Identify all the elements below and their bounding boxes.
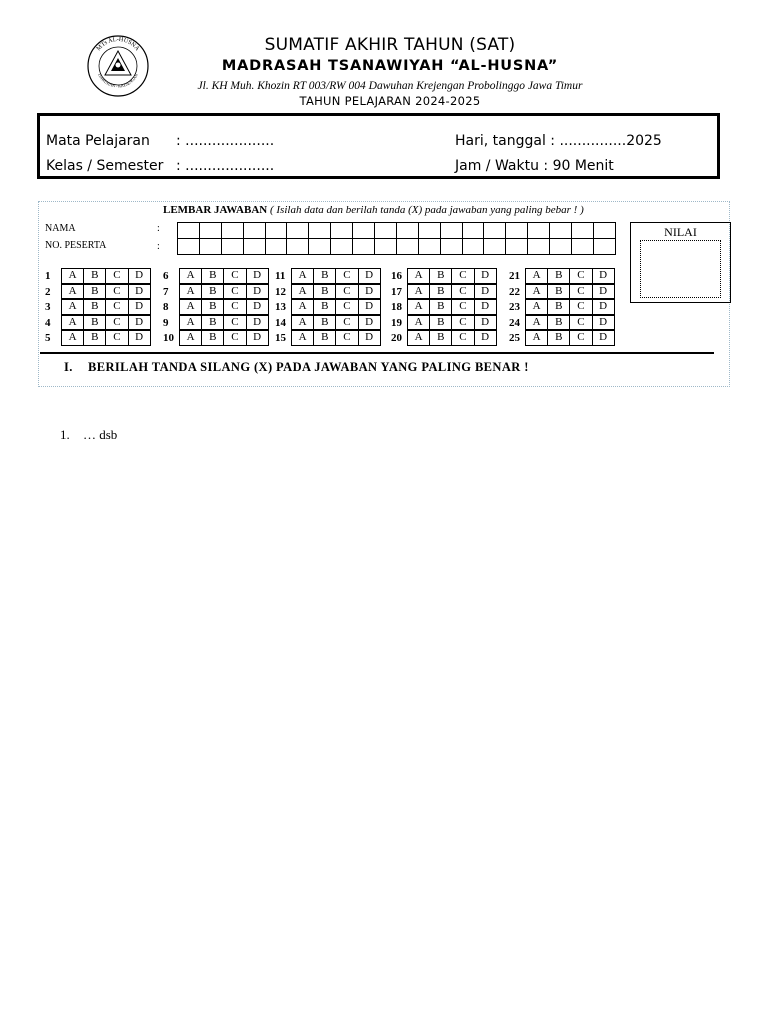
character-cell[interactable] (331, 238, 353, 255)
answer-option-4-a[interactable]: A (61, 315, 84, 331)
answer-number-15: 15 (275, 332, 286, 344)
answer-option-12-d[interactable]: D (358, 284, 381, 300)
character-cell[interactable] (550, 238, 572, 255)
character-cell[interactable] (397, 222, 419, 239)
answer-option-22-b[interactable]: B (547, 284, 570, 300)
answer-option-13-a[interactable]: A (291, 299, 314, 315)
answer-option-17-b[interactable]: B (429, 284, 452, 300)
character-cell[interactable] (222, 238, 244, 255)
participant-number-label: NO. PESERTA (45, 240, 107, 251)
answer-option-17-c[interactable]: C (451, 284, 474, 300)
character-cell[interactable] (528, 222, 550, 239)
character-cell[interactable] (375, 238, 397, 255)
answer-option-9-c[interactable]: C (223, 315, 246, 331)
answer-option-24-b[interactable]: B (547, 315, 570, 331)
section-number: I. (64, 360, 73, 374)
answer-option-7-d[interactable]: D (246, 284, 269, 300)
answer-options-9 (179, 316, 269, 332)
character-cell[interactable] (244, 238, 266, 255)
character-cell[interactable] (266, 238, 288, 255)
school-address: Jl. KH Muh. Khozin RT 003/RW 004 Dawuhan Krejengan Probolinggo Jawa Timur (197, 80, 583, 92)
answer-option-9-a[interactable]: A (179, 315, 202, 331)
answer-option-19-c[interactable]: C (451, 315, 474, 331)
answer-options-24 (525, 316, 615, 332)
character-cell[interactable] (397, 238, 419, 255)
character-cell[interactable] (463, 238, 485, 255)
name-colon: : (157, 223, 160, 234)
answer-number-17: 17 (391, 285, 402, 298)
answer-option-11-a[interactable]: A (291, 268, 314, 284)
answer-option-25-b[interactable]: B (547, 330, 570, 346)
answer-option-10-b[interactable]: B (201, 330, 224, 346)
answer-option-13-d[interactable]: D (358, 299, 381, 315)
character-cell[interactable] (506, 238, 528, 255)
answer-option-22-c[interactable]: C (569, 284, 592, 300)
answer-option-23-d[interactable]: D (592, 299, 615, 315)
answer-option-3-c[interactable]: C (105, 299, 128, 315)
character-cell[interactable] (550, 222, 572, 239)
answer-number-2: 2 (45, 285, 51, 298)
answer-number-6: 6 (163, 270, 169, 282)
answer-option-15-c[interactable]: C (335, 330, 358, 346)
answer-option-22-d[interactable]: D (592, 284, 615, 300)
answer-option-25-c[interactable]: C (569, 330, 592, 346)
answer-option-4-d[interactable]: D (128, 315, 151, 331)
answer-option-14-c[interactable]: C (335, 315, 358, 331)
section-instruction-text: BERILAH TANDA SILANG (X) PADA JAWABAN YANG PALING BENAR ! (88, 360, 529, 374)
answer-option-18-a[interactable]: A (407, 299, 430, 315)
character-cell[interactable] (572, 222, 594, 239)
character-cell[interactable] (353, 222, 375, 239)
answer-option-6-b[interactable]: B (201, 268, 224, 284)
character-cell[interactable] (441, 238, 463, 255)
answer-option-12-c[interactable]: C (335, 284, 358, 300)
answer-option-24-d[interactable]: D (592, 315, 615, 331)
answer-options-22 (525, 285, 615, 301)
answer-option-25-a[interactable]: A (525, 330, 548, 346)
answer-option-7-a[interactable]: A (179, 284, 202, 300)
answer-option-18-b[interactable]: B (429, 299, 452, 315)
character-cell[interactable] (331, 222, 353, 239)
character-cell[interactable] (200, 222, 222, 239)
exam-title: SUMATIF AKHIR TAHUN (SAT) (264, 35, 516, 55)
answer-option-16-c[interactable]: C (451, 268, 474, 284)
class-semester-label: Kelas / Semester (46, 158, 164, 174)
answer-number-13: 13 (275, 301, 286, 313)
answer-number-10: 10 (163, 332, 174, 344)
answer-options-19 (407, 316, 497, 332)
answer-options-15 (291, 331, 381, 347)
answer-option-12-b[interactable]: B (313, 284, 336, 300)
answer-option-1-d[interactable]: D (128, 268, 151, 284)
answer-options-6 (179, 269, 269, 285)
answer-option-2-b[interactable]: B (83, 284, 106, 300)
answer-option-6-d[interactable]: D (246, 268, 269, 284)
character-cell[interactable] (375, 222, 397, 239)
answer-number-25: 25 (509, 332, 520, 344)
answer-number-20: 20 (391, 332, 402, 344)
answer-option-23-a[interactable]: A (525, 299, 548, 315)
answer-option-19-b[interactable]: B (429, 315, 452, 331)
time-duration: Jam / Waktu : 90 Menit (455, 158, 614, 174)
answer-number-19: 19 (391, 316, 402, 329)
answer-option-21-b[interactable]: B (547, 268, 570, 284)
answer-option-20-a[interactable]: A (407, 330, 430, 346)
character-cell[interactable] (594, 238, 616, 255)
answer-option-7-b[interactable]: B (201, 284, 224, 300)
answer-option-15-a[interactable]: A (291, 330, 314, 346)
score-field[interactable] (640, 240, 721, 298)
answer-option-21-c[interactable]: C (569, 268, 592, 284)
answer-option-24-a[interactable]: A (525, 315, 548, 331)
answer-option-9-b[interactable]: B (201, 315, 224, 331)
answer-options-12 (291, 285, 381, 301)
answer-number-16: 16 (391, 270, 402, 282)
answer-sheet-heading: LEMBAR JAWABAN (163, 204, 268, 216)
section-instruction (64, 360, 529, 375)
answer-option-10-a[interactable]: A (179, 330, 202, 346)
answer-option-16-a[interactable]: A (407, 268, 430, 284)
character-cell[interactable] (200, 238, 222, 255)
answer-option-15-b[interactable]: B (313, 330, 336, 346)
answer-option-4-b[interactable]: B (83, 315, 106, 331)
question-number: 1. (60, 427, 70, 442)
answer-options-7 (179, 285, 269, 301)
answer-option-8-c[interactable]: C (223, 299, 246, 315)
answer-option-23-c[interactable]: C (569, 299, 592, 315)
answer-options-1 (61, 269, 151, 285)
character-cell[interactable] (178, 238, 200, 255)
character-cell[interactable] (506, 222, 528, 239)
answer-options-4 (61, 316, 151, 332)
answer-option-5-c[interactable]: C (105, 330, 128, 346)
answer-option-24-c[interactable]: C (569, 315, 592, 331)
answer-options-17 (407, 285, 497, 301)
answer-number-21: 21 (509, 270, 520, 282)
answer-number-7: 7 (163, 285, 169, 298)
character-cell[interactable] (572, 238, 594, 255)
answer-option-3-d[interactable]: D (128, 299, 151, 315)
answer-number-23: 23 (509, 301, 520, 313)
participant-number-colon: : (157, 241, 160, 252)
answer-options-14 (291, 316, 381, 332)
answer-option-19-a[interactable]: A (407, 315, 430, 331)
character-cell[interactable] (594, 222, 616, 239)
character-cell[interactable] (441, 222, 463, 239)
answer-option-7-c[interactable]: C (223, 284, 246, 300)
answer-option-20-b[interactable]: B (429, 330, 452, 346)
answer-sheet-title (163, 204, 584, 216)
answer-option-19-d[interactable]: D (474, 315, 497, 331)
answer-option-21-d[interactable]: D (592, 268, 615, 284)
answer-option-3-a[interactable]: A (61, 299, 84, 315)
answer-option-11-c[interactable]: C (335, 268, 358, 284)
answer-option-5-a[interactable]: A (61, 330, 84, 346)
character-cell[interactable] (287, 222, 309, 239)
name-label: NAMA (45, 223, 76, 234)
answer-option-8-b[interactable]: B (201, 299, 224, 315)
answer-option-3-b[interactable]: B (83, 299, 106, 315)
answer-option-22-a[interactable]: A (525, 284, 548, 300)
answer-option-16-b[interactable]: B (429, 268, 452, 284)
answer-option-11-d[interactable]: D (358, 268, 381, 284)
answer-option-6-a[interactable]: A (179, 268, 202, 284)
answer-option-9-d[interactable]: D (246, 315, 269, 331)
school-logo (83, 34, 153, 98)
answer-options-13 (291, 300, 381, 316)
answer-number-24: 24 (509, 316, 520, 329)
answer-number-11: 11 (275, 270, 286, 282)
answer-number-14: 14 (275, 316, 286, 329)
answer-option-4-c[interactable]: C (105, 315, 128, 331)
answer-option-13-c[interactable]: C (335, 299, 358, 315)
answer-number-18: 18 (391, 301, 402, 313)
character-cell[interactable] (419, 238, 441, 255)
answer-option-1-c[interactable]: C (105, 268, 128, 284)
answer-number-8: 8 (163, 301, 169, 313)
answer-number-9: 9 (163, 316, 169, 329)
svg-text:MTs AL-HUSNA (95, 36, 141, 53)
answer-option-2-a[interactable]: A (61, 284, 84, 300)
answer-number-3: 3 (45, 301, 51, 313)
character-cell[interactable] (463, 222, 485, 239)
character-cell[interactable] (178, 222, 200, 239)
answer-options-8 (179, 300, 269, 316)
answer-sheet-instruction-note: ( Isilah data dan berilah tanda (X) pada jawaban yang paling bebar ! ) (267, 204, 584, 216)
answer-option-6-c[interactable]: C (223, 268, 246, 284)
answer-option-14-a[interactable]: A (291, 315, 314, 331)
answer-option-18-c[interactable]: C (451, 299, 474, 315)
answer-option-18-d[interactable]: D (474, 299, 497, 315)
answer-sheet (38, 201, 730, 387)
answer-option-10-c[interactable]: C (223, 330, 246, 346)
answer-options-2 (61, 285, 151, 301)
answer-options-16 (407, 269, 497, 285)
character-cell[interactable] (309, 222, 331, 239)
answer-option-25-d[interactable]: D (592, 330, 615, 346)
answer-option-13-b[interactable]: B (313, 299, 336, 315)
answer-number-12: 12 (275, 285, 286, 298)
answer-options-23 (525, 300, 615, 316)
section-divider (40, 352, 714, 354)
answer-options-21 (525, 269, 615, 285)
answer-option-20-c[interactable]: C (451, 330, 474, 346)
answer-number-4: 4 (45, 316, 51, 329)
academic-year: TAHUN PELAJARAN 2024-2025 (299, 94, 481, 108)
subject-label: Mata Pelajaran (46, 133, 150, 149)
answer-option-2-d[interactable]: D (128, 284, 151, 300)
character-cell[interactable] (484, 222, 506, 239)
answer-option-12-a[interactable]: A (291, 284, 314, 300)
answer-option-5-d[interactable]: D (128, 330, 151, 346)
answer-option-17-d[interactable]: D (474, 284, 497, 300)
logo-text-top: MTs AL-HUSNA (95, 35, 141, 53)
answer-option-16-d[interactable]: D (474, 268, 497, 284)
character-cell[interactable] (419, 222, 441, 239)
character-cell[interactable] (287, 238, 309, 255)
answer-number-1: 1 (45, 270, 51, 282)
question-text: … dsb (83, 427, 118, 442)
answer-option-20-d[interactable]: D (474, 330, 497, 346)
answer-option-14-b[interactable]: B (313, 315, 336, 331)
question-item (60, 427, 117, 443)
answer-option-8-a[interactable]: A (179, 299, 202, 315)
score-label: NILAI (664, 225, 697, 239)
answer-options-3 (61, 300, 151, 316)
answer-number-22: 22 (509, 285, 520, 298)
answer-option-5-b[interactable]: B (83, 330, 106, 346)
answer-option-2-c[interactable]: C (105, 284, 128, 300)
answer-options-18 (407, 300, 497, 316)
answer-options-20 (407, 331, 497, 347)
character-cell[interactable] (528, 238, 550, 255)
participant-number-input-grid[interactable] (177, 238, 616, 255)
name-input-grid[interactable] (177, 222, 616, 239)
character-cell[interactable] (484, 238, 506, 255)
answer-option-17-a[interactable]: A (407, 284, 430, 300)
answer-options-5 (61, 331, 151, 347)
character-cell[interactable] (309, 238, 331, 255)
answer-options-11 (291, 269, 381, 285)
answer-option-11-b[interactable]: B (313, 268, 336, 284)
answer-option-14-d[interactable]: D (358, 315, 381, 331)
answer-option-8-d[interactable]: D (246, 299, 269, 315)
character-cell[interactable] (353, 238, 375, 255)
answer-options-10 (179, 331, 269, 347)
answer-option-23-b[interactable]: B (547, 299, 570, 315)
subject-field[interactable]: : .................... (176, 133, 275, 149)
character-cell[interactable] (222, 222, 244, 239)
score-box (630, 222, 731, 303)
class-semester-field[interactable]: : .................... (176, 158, 275, 174)
exam-info-box (37, 113, 720, 179)
answer-options-25 (525, 331, 615, 347)
answer-option-1-b[interactable]: B (83, 268, 106, 284)
character-cell[interactable] (266, 222, 288, 239)
school-name: MADRASAH TSANAWIYAH “AL-HUSNA” (221, 58, 559, 74)
character-cell[interactable] (244, 222, 266, 239)
answer-option-10-d[interactable]: D (246, 330, 269, 346)
answer-option-1-a[interactable]: A (61, 268, 84, 284)
logo-text-bottom: DAWUHAN - KREJENGAN (97, 72, 139, 89)
date-field[interactable]: Hari, tanggal : ...............2025 (455, 133, 662, 149)
answer-option-21-a[interactable]: A (525, 268, 548, 284)
answer-option-15-d[interactable]: D (358, 330, 381, 346)
answer-number-5: 5 (45, 332, 51, 344)
